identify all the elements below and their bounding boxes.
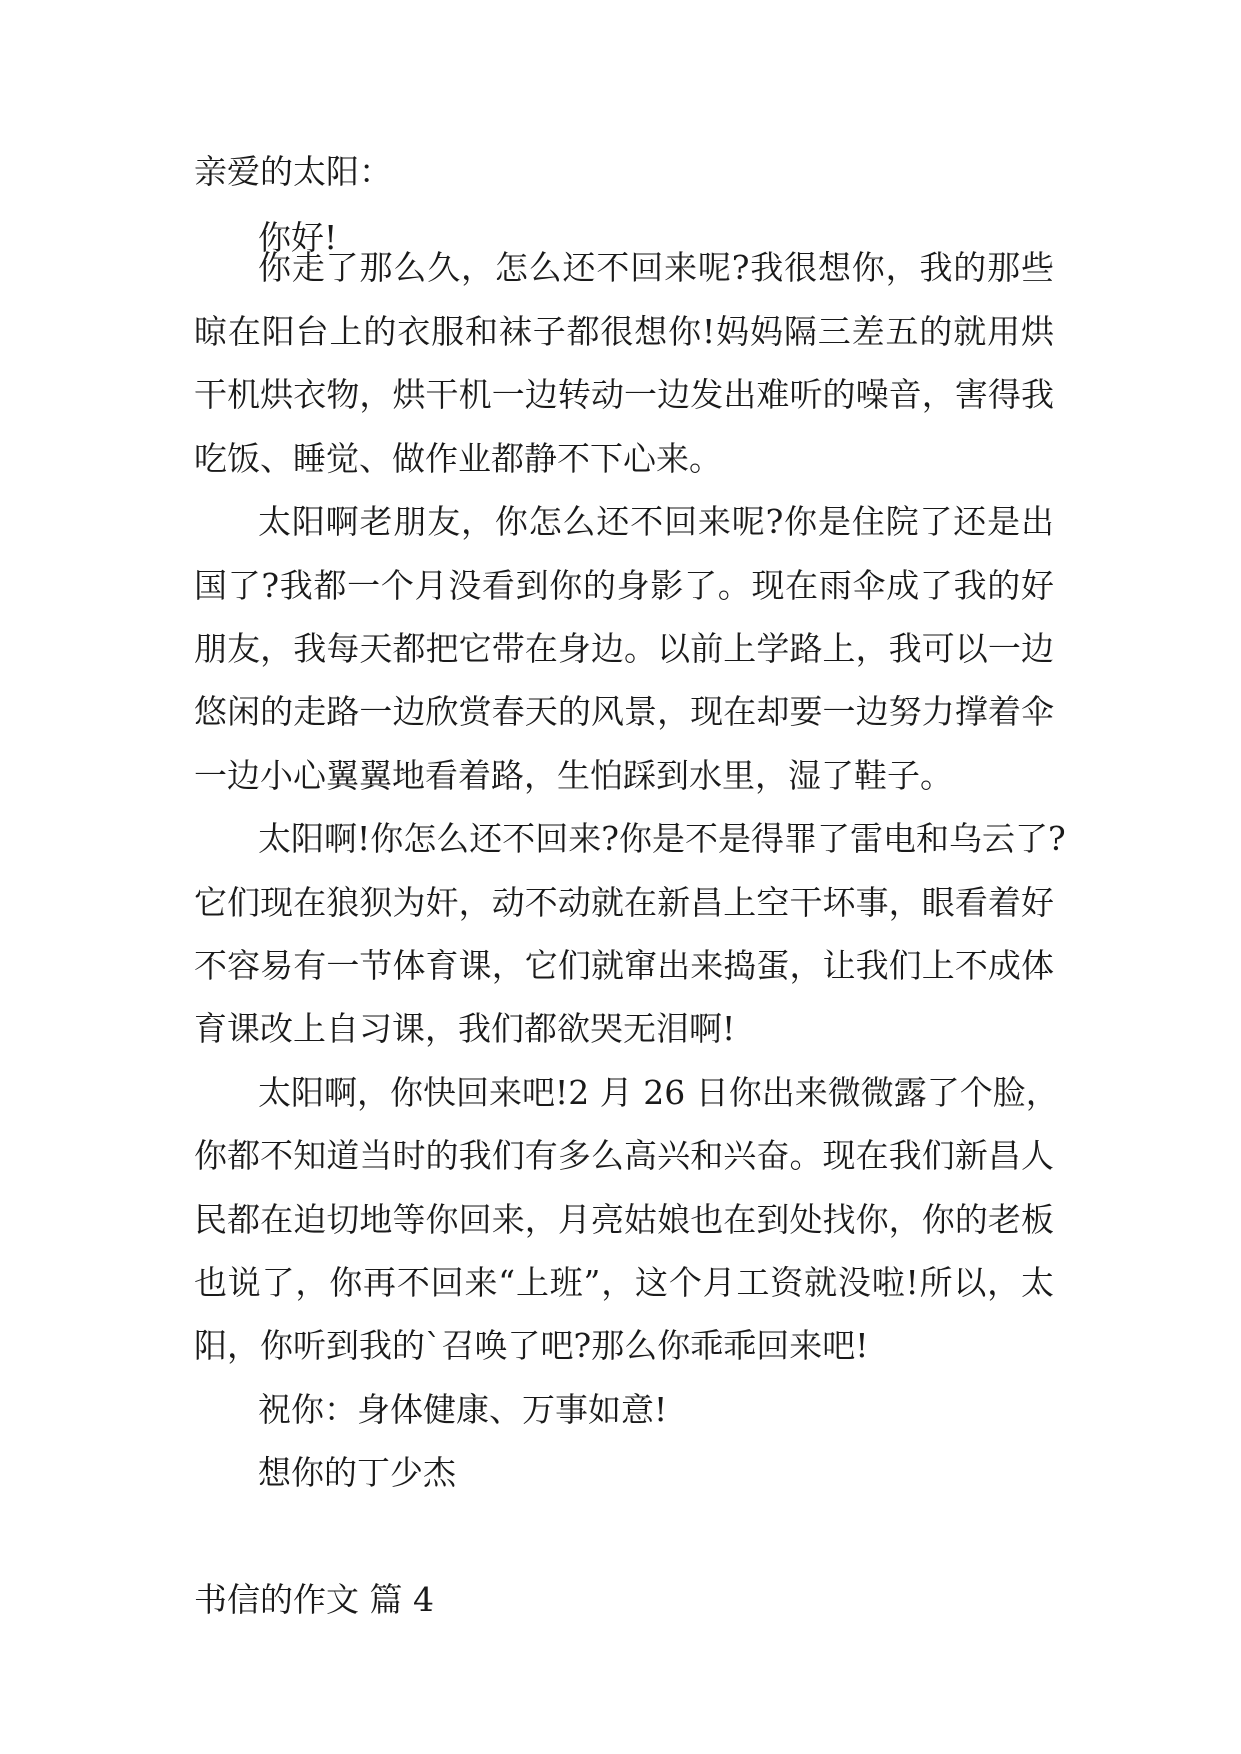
greeting: 你好! xyxy=(258,218,338,257)
paragraph-2-line: 悠闲的走路一边欣赏春天的风景，现在却要一边努力撑着伞 xyxy=(194,692,1054,731)
paragraph-4-line: 阳，你听到我的`召唤了吧?那么你乖乖回来吧! xyxy=(194,1326,869,1365)
paragraph-2-line: 一边小心翼翼地看着路，生怕踩到水里，湿了鞋子。 xyxy=(194,756,953,795)
paragraph-3-line: 它们现在狼狈为奸，动不动就在新昌上空干坏事，眼看着好 xyxy=(194,883,1054,922)
paragraph-1-line: 干机烘衣物，烘干机一边转动一边发出难听的噪音，害得我 xyxy=(194,375,1054,414)
section-heading: 书信的作文 篇 4 xyxy=(194,1580,434,1619)
paragraph-4-line: 太阳啊，你快回来吧!2 月 26 日你出来微微露了个脸， xyxy=(258,1073,1059,1112)
paragraph-1-line: 晾在阳台上的衣服和袜子都很想你!妈妈隔三差五的就用烘 xyxy=(194,312,1054,351)
paragraph-4-line: 你都不知道当时的我们有多么高兴和兴奋。现在我们新昌人 xyxy=(194,1136,1054,1175)
paragraph-2-line: 国了?我都一个月没看到你的身影了。现在雨伞成了我的好 xyxy=(194,566,1054,605)
signature: 想你的丁少杰 xyxy=(258,1453,456,1492)
paragraph-2-line: 太阳啊老朋友，你怎么还不回来呢?你是住院了还是出 xyxy=(258,502,1054,541)
salutation: 亲爱的太阳： xyxy=(194,152,392,191)
paragraph-1-line: 你走了那么久，怎么还不回来呢?我很想你，我的那些 xyxy=(258,248,1054,287)
paragraph-4-line: 也说了，你再不回来“上班”，这个月工资就没啦!所以，太 xyxy=(194,1263,1054,1302)
paragraph-4-line: 民都在迫切地等你回来，月亮姑娘也在到处找你，你的老板 xyxy=(194,1200,1054,1239)
closing-wish: 祝你：身体健康、万事如意! xyxy=(258,1390,668,1429)
paragraph-3-line: 不容易有一节体育课，它们就窜出来捣蛋，让我们上不成体 xyxy=(194,946,1054,985)
paragraph-2-line: 朋友，我每天都把它带在身边。以前上学路上，我可以一边 xyxy=(194,629,1054,668)
paragraph-3-line: 太阳啊!你怎么还不回来?你是不是得罪了雷电和乌云了? xyxy=(258,819,1066,858)
paragraph-3-line: 育课改上自习课，我们都欲哭无泪啊! xyxy=(194,1009,736,1048)
paragraph-1-line: 吃饭、睡觉、做作业都静不下心来。 xyxy=(194,439,722,478)
